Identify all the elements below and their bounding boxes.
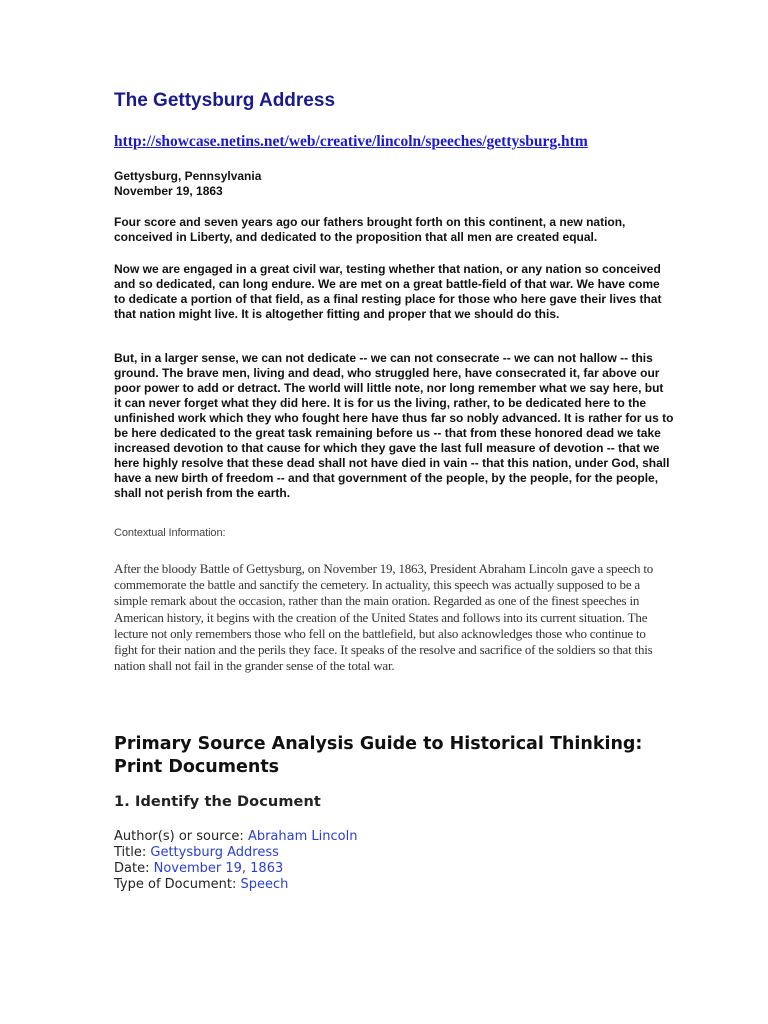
title-field xyxy=(114,845,279,861)
document-type-field xyxy=(114,877,288,893)
document-title: The Gettysburg Address xyxy=(114,90,336,111)
date-label: Date: xyxy=(114,861,150,876)
date-field xyxy=(114,861,283,877)
speech-paragraph-3: But, in a larger sense, we can not dedicate -- we can not consecrate -- we can not hallow -- this ground. The brave men, living and dead, who struggled here, have consecrated it, far above our poor power to add or detract. The world will little note, nor long remember what we say here, but it can never forget what they did here. It is for us the living, rather, to be dedicated here to the unfinished work which they who fought here have thus far so nobly advanced. It is rather for us to be here dedicated to the great task remaining before us -- that from these honored dead we take increased devotion to that cause for which they gave the last full measure of devotion -- that we here highly resolve that these dead shall not have died in vain -- that this nation, under God, shall have a new birth of freedom -- and that government of the people, by the people, for the people, shall not perish from the earth. xyxy=(114,351,674,500)
author-label: Author(s) or source: xyxy=(114,829,244,844)
document-type-value: Speech xyxy=(240,877,289,892)
contextual-information-text: After the bloody Battle of Gettysburg, on November 19, 1863, President Abraham Lincoln gave a speech to commemorate the battle and sanctify the cemetery. In actuality, this speech was actually supposed to be a simple remark about the occasion, rather than the main oration. Regarded as one of the finest speeches in American history, it begins with the creation of the United States and follows into its current situation. The lecture not only remembers those who fell on the battlefield, but also acknowledges those who continue to fight for their nation and the perils they face. It speaks of the resolve and sacrifice of the soldiers so that this nation shall not fail in the grander sense of the total war. xyxy=(114,561,654,674)
speech-paragraph-1: Four score and seven years ago our fathers brought forth on this continent, a new nation, conceived in Liberty, and dedicated to the proposition that all men are created equal. xyxy=(114,215,626,244)
author-field xyxy=(114,829,357,845)
place-line: Gettysburg, Pennsylvania xyxy=(114,169,262,183)
date-line: November 19, 1863 xyxy=(114,184,223,198)
document-type-label: Type of Document: xyxy=(114,877,237,892)
speech-paragraph-2: Now we are engaged in a great civil war, testing whether that nation, or any nation so conceived and so dedicated, can long endure. We are met on a great battle-field of that war. We have come to dedicate a portion of that field, as a final resting place for those who here gave their lives that that nation might live. It is altogether fitting and proper that we should do this. xyxy=(114,262,662,321)
title-value: Gettysburg Address xyxy=(150,845,279,860)
analysis-guide-heading: Primary Source Analysis Guide to Historical Thinking: Print Documents xyxy=(114,734,643,777)
identify-document-heading: 1. Identify the Document xyxy=(114,794,321,810)
source-url-link[interactable]: http://showcase.netins.net/web/creative/lincoln/speeches/gettysburg.htm xyxy=(114,133,588,150)
date-value: November 19, 1863 xyxy=(153,861,284,876)
author-value: Abraham Lincoln xyxy=(247,829,358,844)
place-and-date xyxy=(114,169,674,199)
contextual-information-label: Contextual Information: xyxy=(114,527,226,539)
title-label: Title: xyxy=(114,845,147,860)
